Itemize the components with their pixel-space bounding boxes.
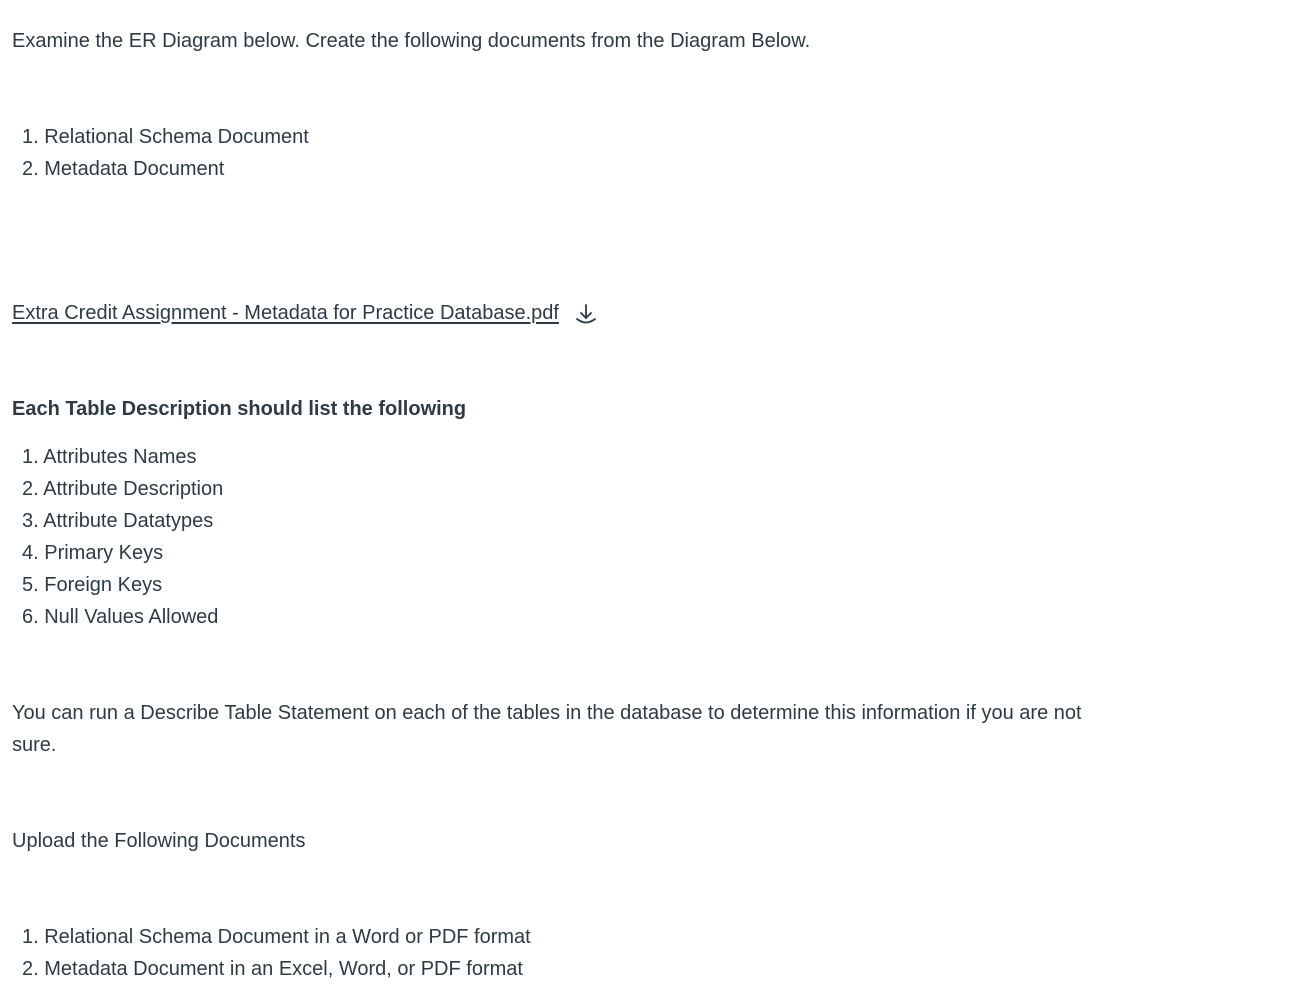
table-description-item-3: 3. Attribute Datatypes — [22, 510, 214, 532]
describe-note: You can run a Describe Table Statement on each of the tables in the database to determine this information if you are not sure. — [12, 702, 1082, 756]
documents-list-item-1: 1. Relational Schema Document — [22, 126, 309, 148]
table-description-heading: Each Table Description should list the following — [12, 398, 467, 420]
upload-heading: Upload the Following Documents — [12, 830, 306, 852]
download-button[interactable] — [565, 297, 599, 329]
table-description-item-1: 1. Attributes Names — [22, 446, 197, 468]
table-description-item-2: 2. Attribute Description — [22, 478, 224, 500]
documents-list-item-2: 2. Metadata Document — [22, 158, 225, 180]
table-description-item-6: 6. Null Values Allowed — [22, 606, 219, 628]
intro-text: Examine the ER Diagram below. Create the following documents from the Diagram Below. — [12, 30, 811, 52]
table-description-item-4: 4. Primary Keys — [22, 542, 164, 564]
table-description-item-5: 5. Foreign Keys — [22, 574, 163, 596]
attachment-link[interactable]: Extra Credit Assignment - Metadata for Practice Database.pdf — [12, 302, 559, 324]
attachment-row — [12, 297, 599, 329]
download-icon — [573, 297, 599, 329]
upload-list-item-2: 2. Metadata Document in an Excel, Word, or PDF format — [22, 958, 523, 980]
upload-list-item-1: 1. Relational Schema Document in a Word or PDF format — [22, 926, 531, 948]
